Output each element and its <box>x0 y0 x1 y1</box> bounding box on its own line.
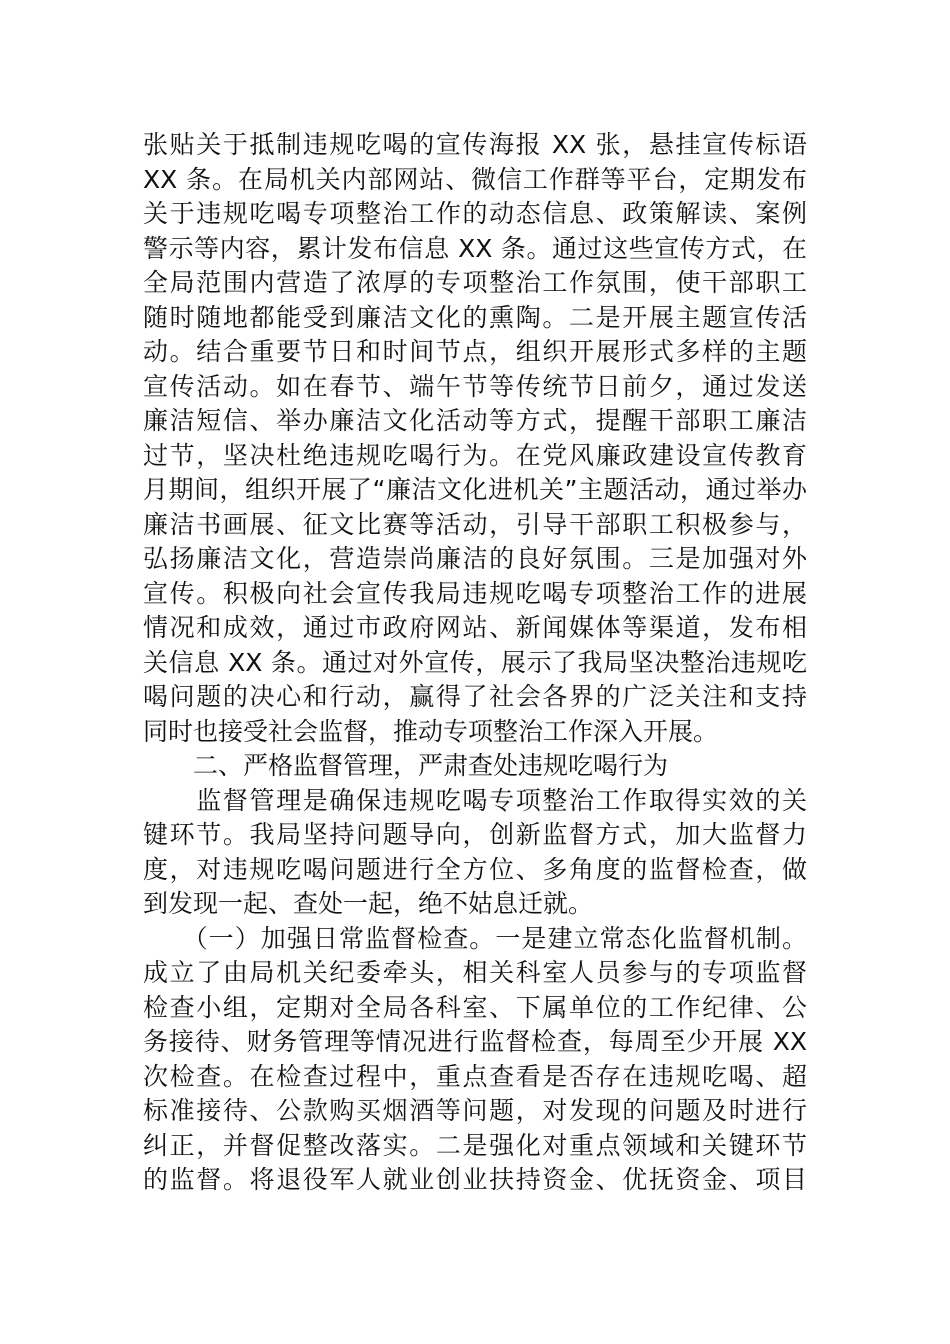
text-line: 检查小组，定期对全局各科室、下属单位的工作纪律、公 <box>143 992 807 1022</box>
text-line: 的监督。将退役军人就业创业扶持资金、优抚资金、项目 <box>143 1165 807 1194</box>
text-line: 成立了由局机关纪委牵头，相关科室人员参与的专项监督 <box>143 958 807 987</box>
text-line: XX 条。在局机关内部网站、微信工作群等平台，定期发布 <box>143 164 807 194</box>
text-line: 廉洁书画展、征文比赛等活动，引导干部职工积极参与， <box>143 509 807 539</box>
text-line: 纠正，并督促整改落实。二是强化对重点领域和关键环节 <box>143 1130 807 1160</box>
text-line: 宣传。积极向社会宣传我局违规吃喝专项整治工作的进展 <box>143 578 807 608</box>
text-line: （一）加强日常监督检查。一是建立常态化监督机制。 <box>143 923 807 953</box>
text-line: 关于违规吃喝专项整治工作的动态信息、政策解读、案例 <box>143 199 807 228</box>
text-line: 度，对违规吃喝问题进行全方位、多角度的监督检查，做 <box>143 854 807 884</box>
text-line: 警示等内容，累计发布信息 XX 条。通过这些宣传方式，在 <box>143 233 807 263</box>
text-line: 到发现一起、查处一起，绝不姑息迁就。 <box>143 889 594 918</box>
text-line: 随时随地都能受到廉洁文化的熏陶。二是开展主题宣传活 <box>143 302 807 332</box>
text-line: 月期间，组织开展了“廉洁文化进机关”主题活动，通过举办 <box>143 475 807 504</box>
text-line: 情况和成效，通过市政府网站、新闻媒体等渠道，发布相 <box>143 613 807 642</box>
text-line: 监督管理是确保违规吃喝专项整治工作取得实效的关 <box>143 785 807 815</box>
text-line: 全局范围内营造了浓厚的专项整治工作氛围，使干部职工 <box>143 268 807 297</box>
text-line: 标准接待、公款购买烟酒等问题，对发现的问题及时进行 <box>143 1096 807 1125</box>
text-line: 次检查。在检查过程中，重点查看是否存在违规吃喝、超 <box>143 1061 807 1091</box>
text-line: 同时也接受社会监督，推动专项整治工作深入开展。 <box>143 716 719 746</box>
text-line: 弘扬廉洁文化，营造崇尚廉洁的良好氛围。三是加强对外 <box>143 544 807 573</box>
text-line: 宣传活动。如在春节、端午节等传统节日前夕，通过发送 <box>143 371 807 401</box>
text-line: 键环节。我局坚持问题导向，创新监督方式，加大监督力 <box>143 820 807 849</box>
section-heading: 二、严格监督管理，严肃查处违规吃喝行为 <box>143 751 669 780</box>
text-line: 过节，坚决杜绝违规吃喝行为。在党风廉政建设宣传教育 <box>143 440 807 470</box>
document-body <box>143 128 807 1198</box>
text-line: 廉洁短信、举办廉洁文化活动等方式，提醒干部职工廉洁 <box>143 406 807 435</box>
text-line: 关信息 XX 条。通过对外宣传，展示了我局坚决整治违规吃 <box>143 647 807 677</box>
text-line: 务接待、财务管理等情况进行监督检查，每周至少开展 XX <box>143 1027 807 1056</box>
text-line: 喝问题的决心和行动，赢得了社会各界的广泛关注和支持 <box>143 682 807 711</box>
text-line: 张贴关于抵制违规吃喝的宣传海报 XX 张，悬挂宣传标语 <box>143 130 807 159</box>
text-line: 动。结合重要节日和时间节点，组织开展形式多样的主题 <box>143 337 807 366</box>
